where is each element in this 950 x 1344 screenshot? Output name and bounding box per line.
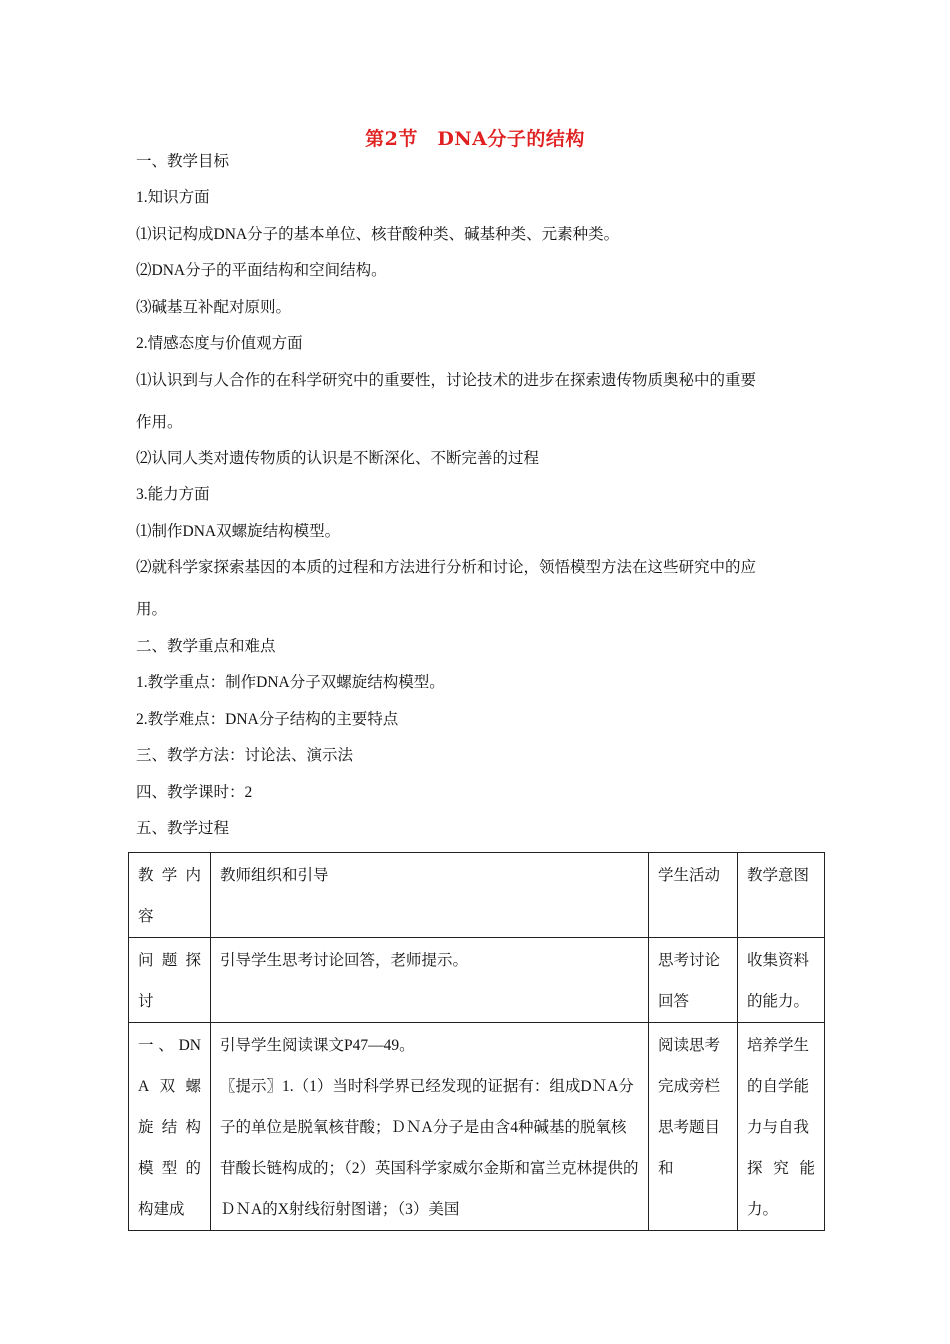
row2-content-cell [129, 1023, 211, 1231]
row2-intent-line: 的自学能 [747, 1078, 810, 1095]
knowledge-heading: 1.知识方面 [136, 189, 210, 206]
section-heading-hours: 四、教学课时：2 [136, 784, 253, 801]
table-header-row [129, 853, 825, 938]
header-student-cell: 学生活动 [649, 853, 738, 938]
row2-content-line: A双螺 [138, 1078, 201, 1095]
row2-intent-line: 力。 [747, 1201, 779, 1218]
row1-content-line1: 问题探 [138, 952, 201, 969]
section-heading-objectives: 一、教学目标 [136, 153, 230, 170]
ability-item-1: ⑴制作DNA双螺旋结构模型。 [136, 523, 341, 540]
row1-teacher-cell: 引导学生思考讨论回答，老师提示。 [211, 938, 649, 1023]
header-intent-cell: 教学意图 [738, 853, 825, 938]
row1-content-cell [129, 938, 211, 1023]
header-content-cell [129, 853, 211, 938]
row2-student-line: 思考题目 [658, 1119, 721, 1136]
header-content-line2: 容 [138, 908, 154, 925]
emotion-item-2: ⑵认同人类对遗传物质的认识是不断深化、不断完善的过程 [136, 450, 540, 467]
row2-teacher-hint: 〖提示〗1.（1）当时科学界已经发现的证据有：组成DＮA分子的单位是脱氧核苷酸；ＤＮA分子是由含4种碱基的脱氧核苷酸长链构成的；（2）英国科学家威尔金斯和富兰克林提供的ＤＮA的X射线衍射图谱；（3）美国 [220, 1078, 639, 1218]
row1-student-line2: 回答 [658, 993, 690, 1010]
row2-student-line: 阅读思考 [658, 1037, 721, 1054]
table-row [129, 1023, 825, 1231]
row2-teacher-intro: 引导学生阅读课文P47—49。 [220, 1037, 415, 1054]
teaching-difficulty: 2.教学难点：DNA分子结构的主要特点 [136, 711, 399, 728]
row2-student-line: 和 [658, 1160, 674, 1177]
emotion-item-1-line2: 作用。 [136, 414, 183, 431]
row2-content-line: 模型的 [138, 1160, 201, 1177]
section-heading-focus: 二、教学重点和难点 [136, 638, 276, 655]
ability-item-2-line1: ⑵就科学家探索基因的本质的过程和方法进行分析和讨论，领悟模型方法在这些研究中的应 [136, 559, 757, 576]
row2-intent-line: 探究能 [747, 1160, 815, 1177]
row2-intent-line: 力与自我 [747, 1119, 810, 1136]
row1-intent-cell [738, 938, 825, 1023]
page-title: 第2节 DNA分子的结构 [365, 128, 585, 150]
section-heading-process: 五、教学过程 [136, 820, 230, 837]
teaching-focus: 1.教学重点：制作DNA分子双螺旋结构模型。 [136, 674, 445, 691]
table-row [129, 938, 825, 1023]
knowledge-item-1: ⑴识记构成DNA分子的基本单位、核苷酸种类、碱基种类、元素种类。 [136, 226, 620, 243]
teaching-process-table [128, 852, 825, 1231]
row2-content-line: 构建成 [138, 1201, 185, 1218]
row2-teacher-cell [211, 1023, 649, 1231]
row2-content-line: 旋结构 [138, 1119, 201, 1136]
ability-heading: 3.能力方面 [136, 486, 210, 503]
knowledge-item-2: ⑵DNA分子的平面结构和空间结构。 [136, 262, 387, 279]
row2-content-line: 一、DN [138, 1037, 201, 1054]
emotion-item-1-line1: ⑴认识到与人合作的在科学研究中的重要性，讨论技术的进步在探索遗传物质奥秘中的重要 [136, 372, 757, 389]
header-teacher-cell: 教师组织和引导 [211, 853, 649, 938]
row1-student-line1: 思考讨论 [658, 952, 721, 969]
row1-intent-line1: 收集资料 [747, 952, 810, 969]
section-heading-method: 三、教学方法：讨论法、演示法 [136, 747, 354, 764]
emotion-heading: 2.情感态度与价值观方面 [136, 335, 303, 352]
knowledge-item-3: ⑶碱基互补配对原则。 [136, 299, 292, 316]
row1-intent-line2: 的能力。 [747, 993, 810, 1010]
ability-item-2-line2: 用。 [136, 601, 168, 618]
row2-student-line: 完成旁栏 [658, 1078, 721, 1095]
row2-student-cell [649, 1023, 738, 1231]
row1-student-cell [649, 938, 738, 1023]
row2-intent-cell [738, 1023, 825, 1231]
row2-intent-line: 培养学生 [747, 1037, 810, 1054]
row1-content-line2: 讨 [138, 993, 154, 1010]
header-content-line1: 教学内 [138, 867, 201, 884]
